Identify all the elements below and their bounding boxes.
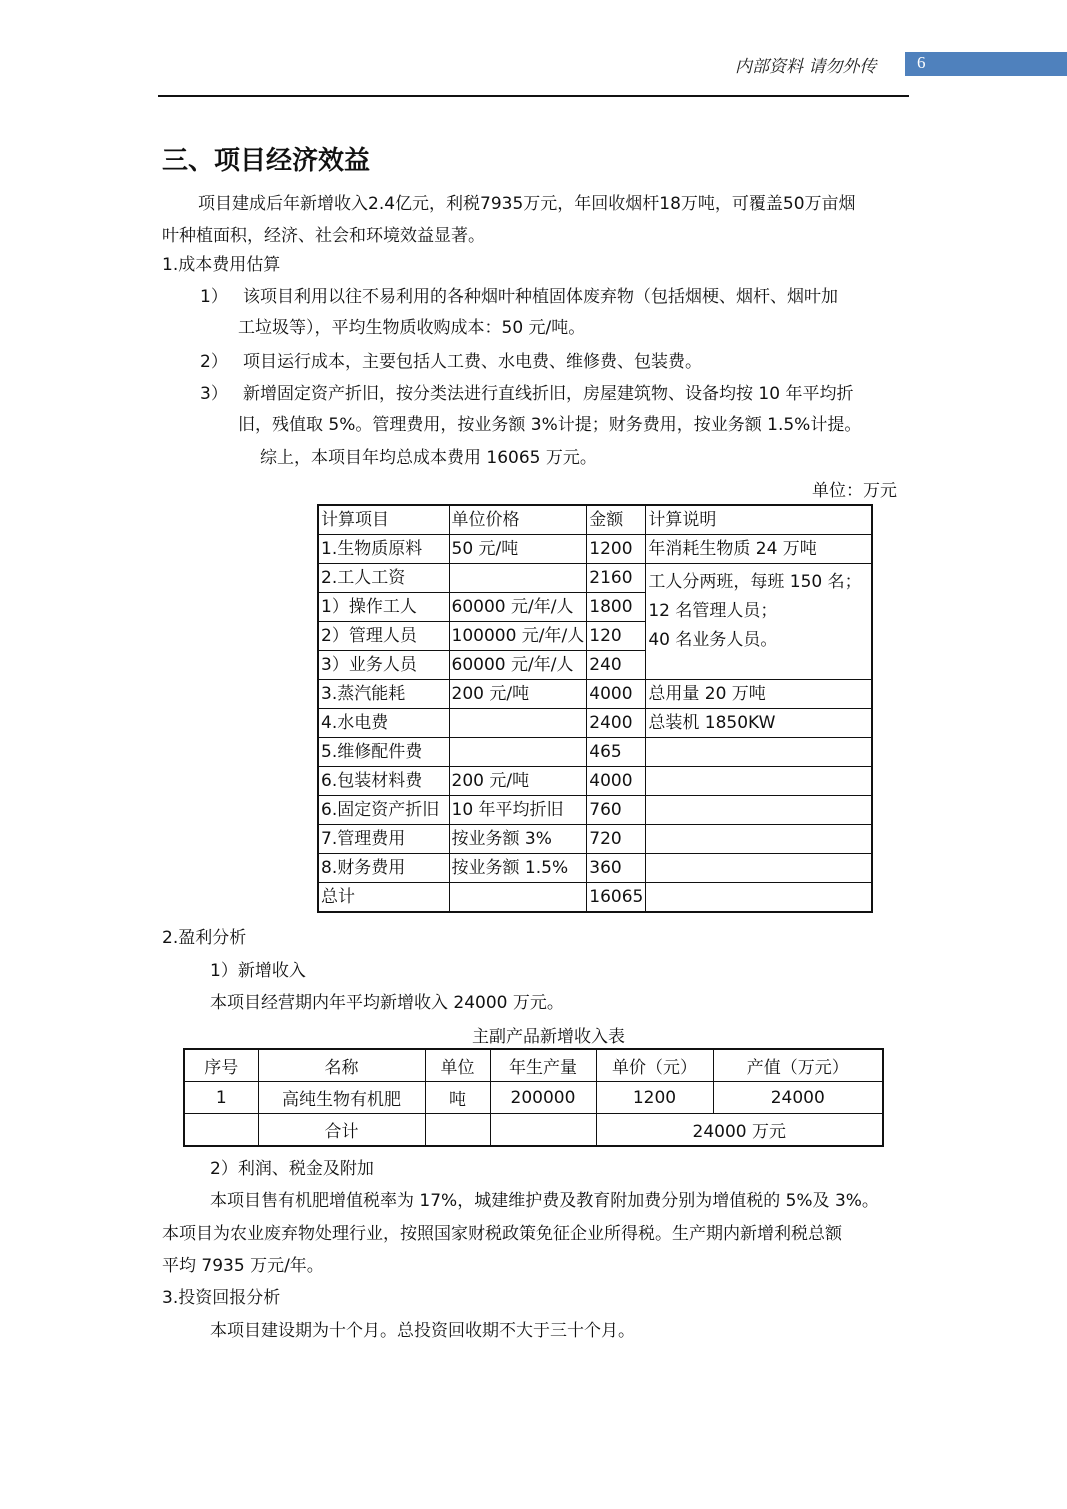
table-cell — [646, 883, 872, 913]
table-header-row — [184, 1049, 883, 1082]
table-row — [318, 854, 872, 883]
table-cell: 总计 — [318, 883, 449, 913]
table-cell: 1200 — [596, 1082, 713, 1114]
page-number: 6 — [917, 53, 926, 72]
table-cell: 24000 — [713, 1082, 883, 1114]
roi-text: 本项目建设期为十个月。总投资回收期不大于三十个月。 — [210, 1321, 635, 1341]
table-cell: 4000 — [587, 680, 646, 709]
table-cell: 1.生物质原料 — [318, 535, 449, 564]
cost-heading: 1.成本费用估算 — [162, 255, 281, 275]
table-cell: 年消耗生物质 24 万吨 — [646, 535, 872, 564]
table-cell: 720 — [587, 825, 646, 854]
table-row — [318, 767, 872, 796]
table-row — [184, 1082, 883, 1114]
table-cell: 5.维修配件费 — [318, 738, 449, 767]
table-cell: 2.工人工资 — [318, 564, 449, 593]
cost-item-1-num: 1） — [200, 287, 228, 307]
table-cell: 6.固定资产折旧 — [318, 796, 449, 825]
table-header-cell: 金额 — [587, 505, 646, 535]
table-cell: 总装机 1850KW — [646, 709, 872, 738]
table-cell — [490, 1114, 596, 1147]
table-cell: 合计 — [258, 1114, 425, 1147]
table-cell — [449, 883, 587, 913]
profit-heading: 2.盈利分析 — [162, 928, 247, 948]
table-cell: 4000 — [587, 767, 646, 796]
table-cell: 120 — [587, 622, 646, 651]
table-cell — [184, 1114, 258, 1147]
table-cell: 1 — [184, 1082, 258, 1114]
table-header-cell: 年生产量 — [490, 1049, 596, 1082]
wage-note-line: 工人分两班，每班 150 名； — [648, 572, 862, 592]
table-total-row — [318, 883, 872, 913]
table-cell: 1）操作工人 — [318, 593, 449, 622]
header-title: 内部资料 请勿外传 — [735, 57, 877, 77]
table-row — [318, 564, 872, 593]
profit-text-2-line-1: 本项目售有机肥增值税率为 17%，城建维护费及教育附加费分别为增值税的 5%及 3%。 — [210, 1191, 879, 1211]
table-cell: 3.蒸汽能耗 — [318, 680, 449, 709]
table-row — [318, 825, 872, 854]
page-number-box — [905, 52, 1067, 76]
table-cell: 24000 万元 — [596, 1114, 883, 1147]
table-cell — [646, 854, 872, 883]
table-cell — [449, 709, 587, 738]
table-row — [318, 738, 872, 767]
table-cell: 50 元/吨 — [449, 535, 587, 564]
table-cell — [646, 738, 872, 767]
cost-item-2-line-1: 项目运行成本，主要包括人工费、水电费、维修费、包装费。 — [243, 352, 702, 372]
table-cell: 760 — [587, 796, 646, 825]
cost-summary: 综上，本项目年均总成本费用 16065 万元。 — [260, 448, 597, 468]
table-cell: 3）业务人员 — [318, 651, 449, 680]
table-total-row — [184, 1114, 883, 1147]
table-cell: 按业务额 1.5% — [449, 854, 587, 883]
table-header-cell: 计算说明 — [646, 505, 872, 535]
table-cell: 4.水电费 — [318, 709, 449, 738]
table-cell: 200000 — [490, 1082, 596, 1114]
table-cell — [425, 1114, 490, 1147]
table-header-cell: 计算项目 — [318, 505, 449, 535]
table-row — [318, 709, 872, 738]
profit-text-2-line-3: 平均 7935 万元/年。 — [162, 1256, 324, 1276]
table-cell: 60000 元/年/人 — [449, 651, 587, 680]
table-cell — [646, 796, 872, 825]
table-cell: 1800 — [587, 593, 646, 622]
table-header-cell: 名称 — [258, 1049, 425, 1082]
roi-heading: 3.投资回报分析 — [162, 1288, 281, 1308]
table-header-row — [318, 505, 872, 535]
cost-item-1-line-1: 该项目利用以往不易利用的各种烟叶种植固体废弃物（包括烟梗、烟杆、烟叶加 — [243, 287, 838, 307]
table-cell: 60000 元/年/人 — [449, 593, 587, 622]
table-cell: 7.管理费用 — [318, 825, 449, 854]
cost-item-3-num: 3） — [200, 384, 228, 404]
cost-item-3-line-2: 旧，残值取 5%。管理费用，按业务额 3%计提；财务费用，按业务额 1.5%计提。 — [238, 415, 862, 435]
cost-item-3-line-1: 新增固定资产折旧，按分类法进行直线折旧，房屋建筑物、设备均按 10 年平均折 — [243, 384, 854, 404]
wage-note-line: 40 名业务人员。 — [648, 630, 778, 650]
table-cell: 1200 — [587, 535, 646, 564]
table-cell — [449, 738, 587, 767]
table-cell: 465 — [587, 738, 646, 767]
table-cell: 240 — [587, 651, 646, 680]
table-row — [318, 796, 872, 825]
table-cell: 2160 — [587, 564, 646, 593]
revenue-table-title: 主副产品新增收入表 — [472, 1027, 625, 1047]
table-cell: 高纯生物有机肥 — [258, 1082, 425, 1114]
wage-note-line: 12 名管理人员； — [648, 601, 778, 621]
table-cell: 10 年平均折旧 — [449, 796, 587, 825]
table-header-cell: 单位 — [425, 1049, 490, 1082]
table-cell: 200 元/吨 — [449, 767, 587, 796]
cost-item-1-line-2: 工垃圾等），平均生物质收购成本：50 元/吨。 — [238, 318, 586, 338]
table-cell — [449, 564, 587, 593]
section-title: 三、项目经济效益 — [162, 146, 371, 176]
table-cell: 总用量 20 万吨 — [646, 680, 872, 709]
table-cell: 8.财务费用 — [318, 854, 449, 883]
intro-line-1: 项目建成后年新增收入2.4亿元，利税7935万元，年回收烟杆18万吨，可覆盖50万亩烟 — [198, 194, 856, 214]
table-row — [318, 535, 872, 564]
table-header-cell: 单价（元） — [596, 1049, 713, 1082]
table-cell: 2）管理人员 — [318, 622, 449, 651]
table-cell — [646, 767, 872, 796]
cost-item-2-num: 2） — [200, 352, 228, 372]
table-header-cell: 单位价格 — [449, 505, 587, 535]
wage-note-cell — [646, 564, 872, 680]
table-cell: 200 元/吨 — [449, 680, 587, 709]
header-rule — [158, 95, 909, 97]
table-cell: 6.包装材料费 — [318, 767, 449, 796]
table-header-cell: 序号 — [184, 1049, 258, 1082]
profit-text-2-line-2: 本项目为农业废弃物处理行业，按照国家财税政策免征企业所得税。生产期内新增利税总额 — [162, 1224, 842, 1244]
cost-table — [317, 504, 873, 913]
table-header-cell: 产值（万元） — [713, 1049, 883, 1082]
intro-line-2: 叶种植面积，经济、社会和环境效益显著。 — [162, 226, 485, 246]
table-row — [318, 680, 872, 709]
table-cell: 按业务额 3% — [449, 825, 587, 854]
table-cell: 16065 — [587, 883, 646, 913]
profit-sub-2: 2）利润、税金及附加 — [210, 1159, 374, 1179]
table-cell: 360 — [587, 854, 646, 883]
table-cell: 2400 — [587, 709, 646, 738]
profit-text-1: 本项目经营期内年平均新增收入 24000 万元。 — [210, 993, 564, 1013]
cost-unit: 单位：万元 — [812, 481, 897, 501]
table-cell — [646, 825, 872, 854]
table-cell: 100000 元/年/人 — [449, 622, 587, 651]
revenue-table — [183, 1048, 884, 1147]
table-cell: 吨 — [425, 1082, 490, 1114]
profit-sub-1: 1）新增收入 — [210, 961, 306, 981]
